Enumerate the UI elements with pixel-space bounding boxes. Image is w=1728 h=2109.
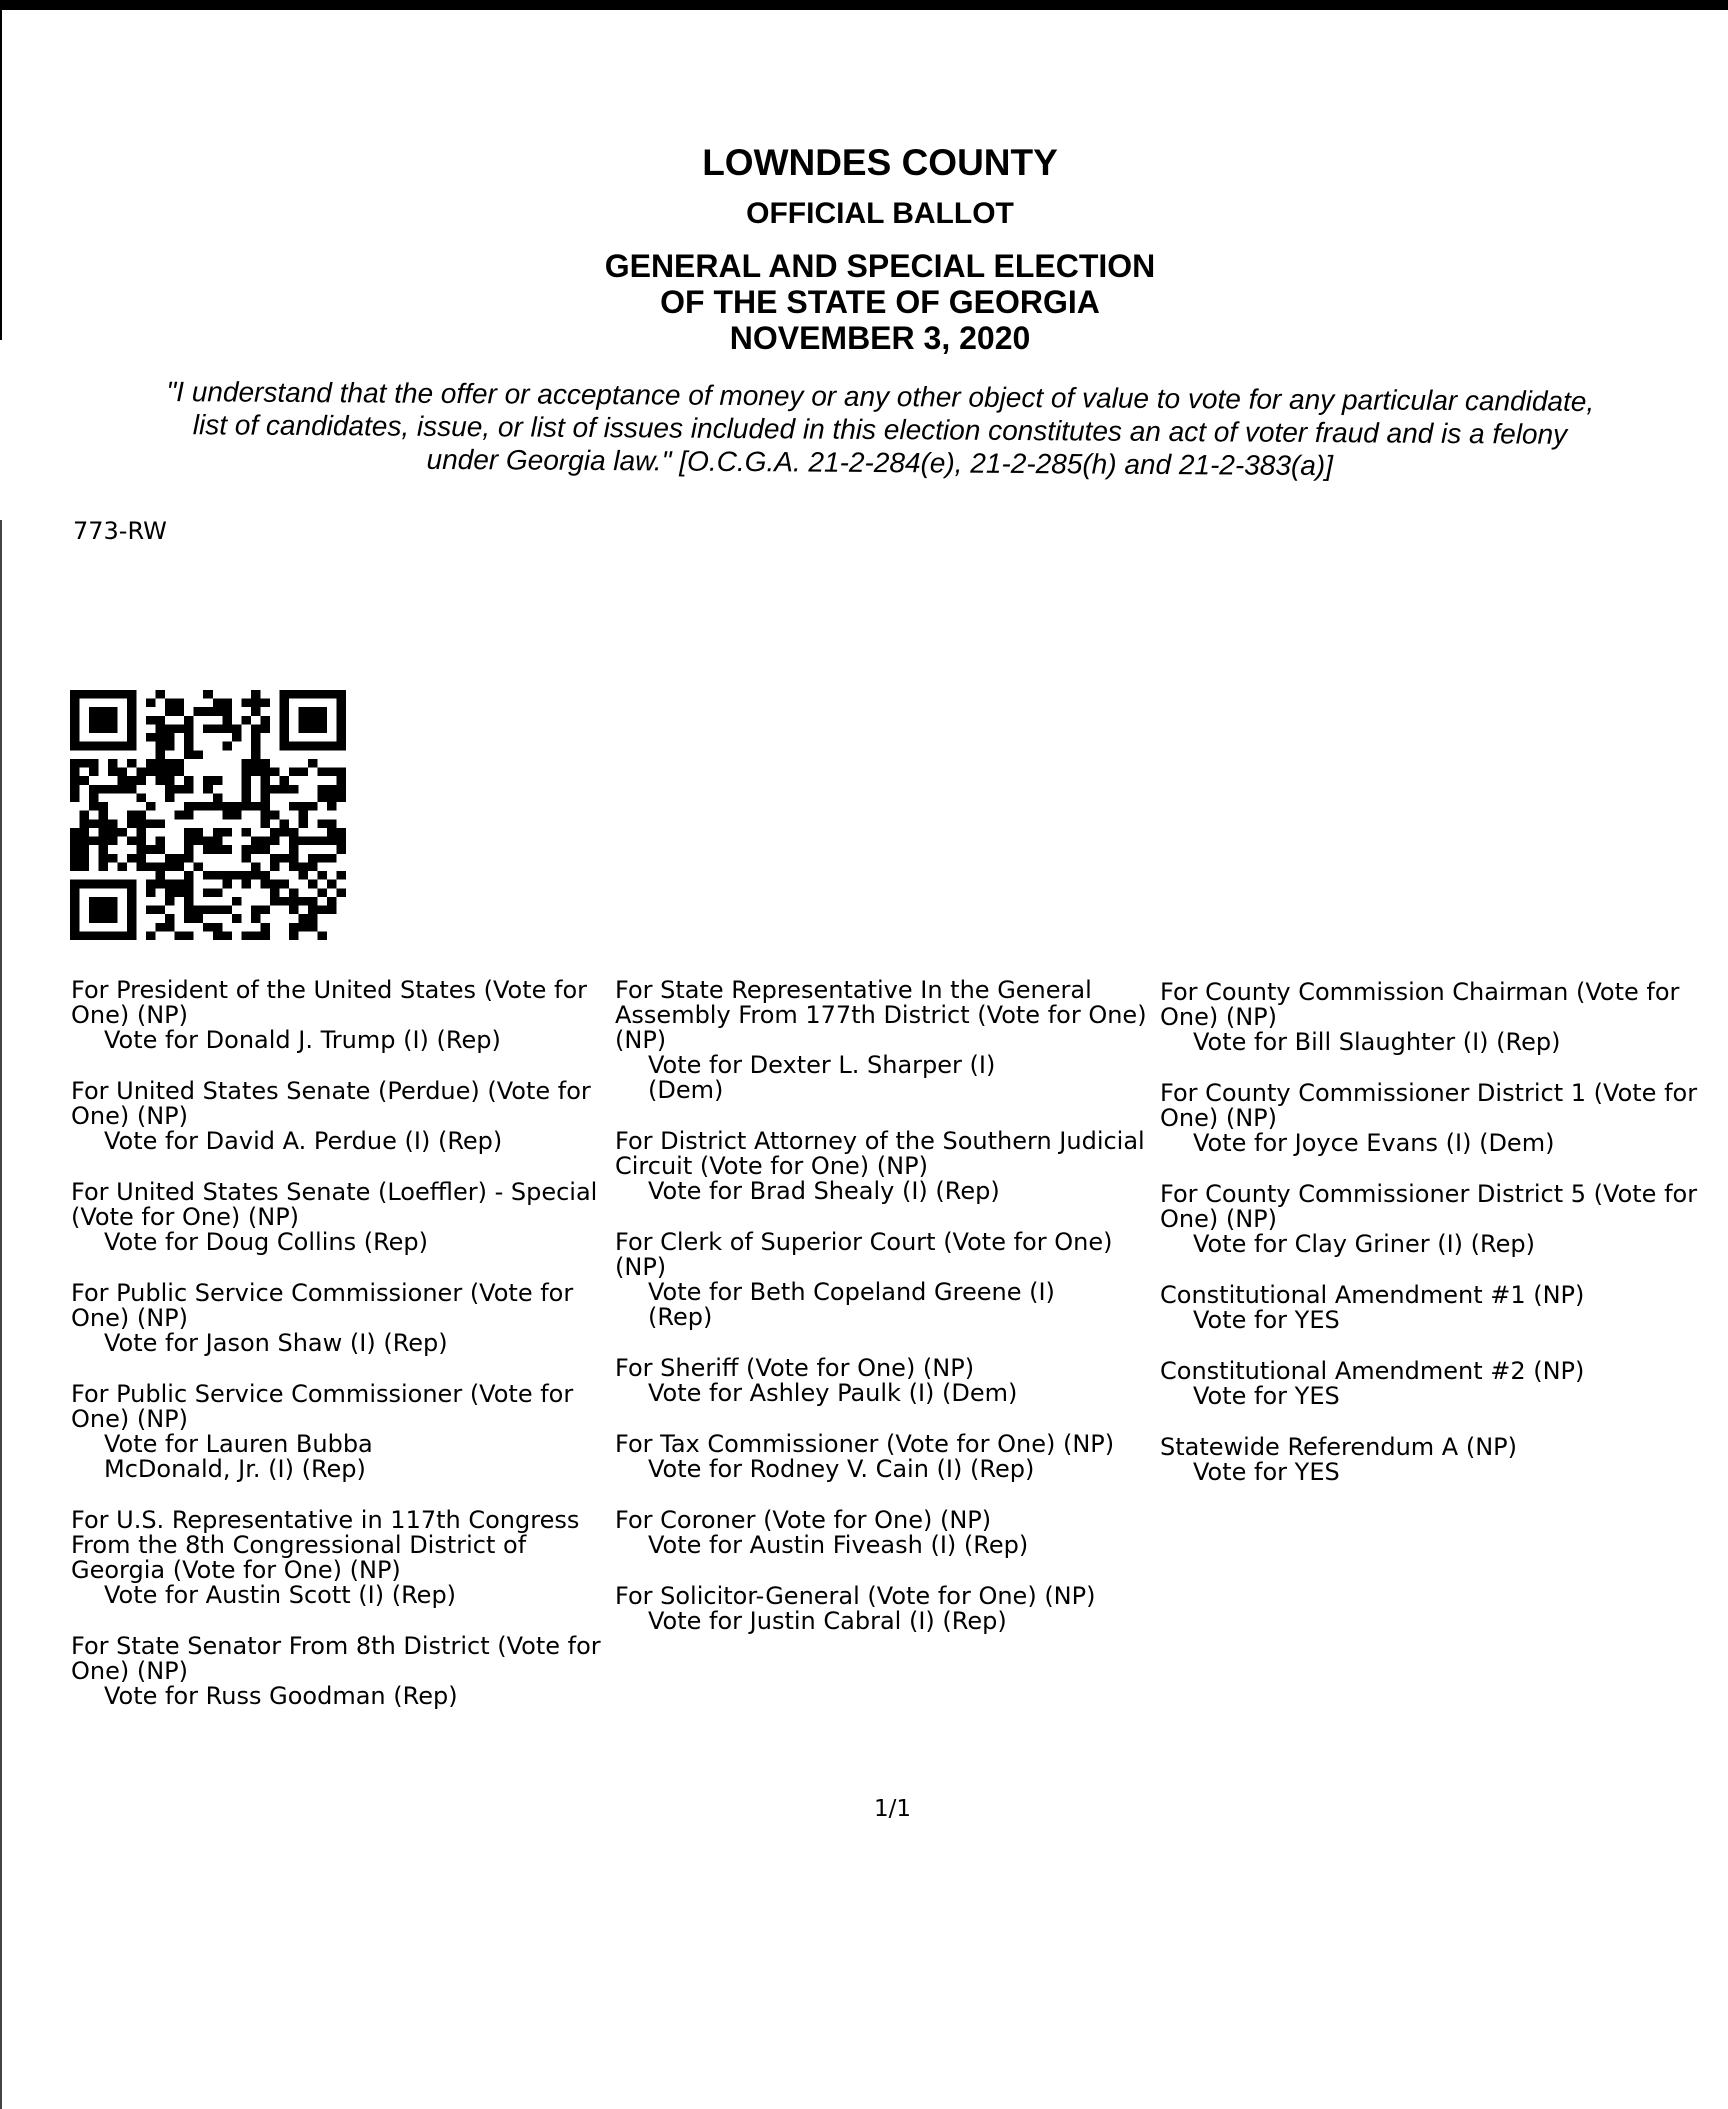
contest-item	[71, 1281, 616, 1356]
election-title-line1: GENERAL AND SPECIAL ELECTION	[604, 248, 1156, 284]
contest-title: For Tax Commissioner (Vote for One) (NP)	[615, 1430, 1115, 1458]
contest-selection: Vote for Donald J. Trump (I) (Rep)	[104, 1026, 501, 1054]
contest-selection: Vote for YES	[1193, 1382, 1340, 1410]
page-number: 1/1	[874, 1796, 912, 1822]
contest-title: For District Attorney of the Southern Judicial Circuit (Vote for One) (NP)	[615, 1127, 1145, 1180]
contest-item	[71, 1634, 616, 1709]
contest-title: Constitutional Amendment #1 (NP)	[1160, 1281, 1585, 1309]
contest-selection: Vote for Clay Griner (I) (Rep)	[1193, 1230, 1535, 1258]
scan-left-edge-lower	[0, 520, 2, 2109]
contest-title: For Sheriff (Vote for One) (NP)	[615, 1354, 975, 1382]
contest-title: For Coroner (Vote for One) (NP)	[615, 1506, 992, 1534]
contest-title: For Public Service Commissioner (Vote for One) (NP)	[71, 1279, 574, 1332]
ballot-header	[0, 140, 1728, 356]
oath-line-1: "I understand that the offer or acceptance of money or any other object of value to vote for any particular candidate,	[166, 376, 1595, 417]
oath-line-3: under Georgia law." [O.C.G.A. 21-2-284(e), 21-2-285(h) and 21-2-383(a)]	[426, 443, 1334, 482]
contest-column-1	[71, 978, 616, 1735]
contest-column-3	[1160, 980, 1705, 1511]
contest-title: For U.S. Representative in 117th Congress From the 8th Congressional District of Georgia (Vote for One) (NP)	[71, 1506, 580, 1584]
contest-selection: Vote for YES	[1193, 1306, 1340, 1334]
contest-item	[1160, 1435, 1705, 1485]
contest-selection: Vote for Beth Copeland Greene (I) (Rep)	[648, 1278, 1055, 1331]
contest-title: Constitutional Amendment #2 (NP)	[1160, 1357, 1585, 1385]
election-title-line2: OF THE STATE OF GEORGIA	[660, 284, 1100, 320]
contest-item	[1160, 1283, 1705, 1333]
contest-selection: Vote for Austin Scott (I) (Rep)	[104, 1581, 457, 1609]
contest-title: For County Commissioner District 1 (Vote for One) (NP)	[1160, 1079, 1698, 1132]
contest-title: For President of the United States (Vote for One) (NP)	[71, 976, 588, 1029]
contest-selection: Vote for Brad Shealy (I) (Rep)	[648, 1177, 1000, 1205]
contest-item	[615, 1508, 1160, 1558]
contest-selection: Vote for Jason Shaw (I) (Rep)	[104, 1329, 448, 1357]
oath-line-2: list of candidates, issue, or list of issues included in this election constitutes an act of voter fraud and is a felony	[192, 409, 1568, 450]
qr-code	[70, 690, 346, 940]
contest-item	[615, 1230, 1160, 1330]
contest-selection: Vote for Dexter L. Sharper (I) (Dem)	[648, 1051, 996, 1104]
contest-title: For County Commissioner District 5 (Vote for One) (NP)	[1160, 1180, 1698, 1233]
contest-title: For United States Senate (Perdue) (Vote for One) (NP)	[71, 1077, 591, 1130]
contest-item	[71, 1508, 616, 1608]
contest-selection: Vote for Ashley Paulk (I) (Dem)	[648, 1379, 1018, 1407]
contest-item	[71, 1382, 616, 1482]
contest-item	[615, 978, 1160, 1103]
contest-item	[71, 978, 616, 1053]
contest-selection: Vote for Lauren Bubba McDonald, Jr. (I) (Rep)	[104, 1430, 373, 1483]
contest-title: For Public Service Commissioner (Vote for One) (NP)	[71, 1380, 574, 1433]
contest-selection: Vote for Bill Slaughter (I) (Rep)	[1193, 1028, 1561, 1056]
contest-selection: Vote for Russ Goodman (Rep)	[104, 1682, 458, 1710]
contest-title: For State Senator From 8th District (Vote for One) (NP)	[71, 1632, 601, 1685]
contest-selection: Vote for Doug Collins (Rep)	[104, 1228, 429, 1256]
scan-top-border	[0, 0, 1728, 10]
contest-selection: Vote for Rodney V. Cain (I) (Rep)	[648, 1455, 1035, 1483]
contest-selection: Vote for David A. Perdue (I) (Rep)	[104, 1127, 503, 1155]
contest-item	[615, 1432, 1160, 1482]
contest-title: For Solicitor-General (Vote for One) (NP)	[615, 1582, 1096, 1610]
contest-item	[1160, 1359, 1705, 1409]
contest-item	[1160, 1081, 1705, 1156]
voter-fraud-statement	[70, 374, 1691, 484]
contest-item	[615, 1584, 1160, 1634]
contest-item	[615, 1356, 1160, 1406]
election-date: NOVEMBER 3, 2020	[729, 320, 1031, 356]
contest-selection: Vote for YES	[1193, 1458, 1340, 1486]
contest-selection: Vote for Joyce Evans (I) (Dem)	[1193, 1129, 1555, 1157]
contest-title: For State Representative In the General Assembly From 177th District (Vote for One) (NP)	[615, 976, 1147, 1054]
contest-column-2	[615, 978, 1160, 1660]
contest-title: For United States Senate (Loeffler) - Special (Vote for One) (NP)	[71, 1178, 598, 1231]
contest-selection: Vote for Justin Cabral (I) (Rep)	[648, 1607, 1007, 1635]
ballot-style-code: 773-RW	[73, 517, 167, 545]
contest-item	[1160, 980, 1705, 1055]
contest-item	[1160, 1182, 1705, 1257]
county-title: LOWNDES COUNTY	[702, 142, 1058, 183]
contest-item	[615, 1129, 1160, 1204]
contest-title: For County Commission Chairman (Vote for One) (NP)	[1160, 978, 1680, 1031]
contest-item	[71, 1079, 616, 1154]
contest-item	[71, 1180, 616, 1255]
contest-title: Statewide Referendum A (NP)	[1160, 1433, 1517, 1461]
contest-selection: Vote for Austin Fiveash (I) (Rep)	[648, 1531, 1029, 1559]
ballot-title: OFFICIAL BALLOT	[746, 197, 1014, 230]
contest-title: For Clerk of Superior Court (Vote for One) (NP)	[615, 1228, 1113, 1281]
